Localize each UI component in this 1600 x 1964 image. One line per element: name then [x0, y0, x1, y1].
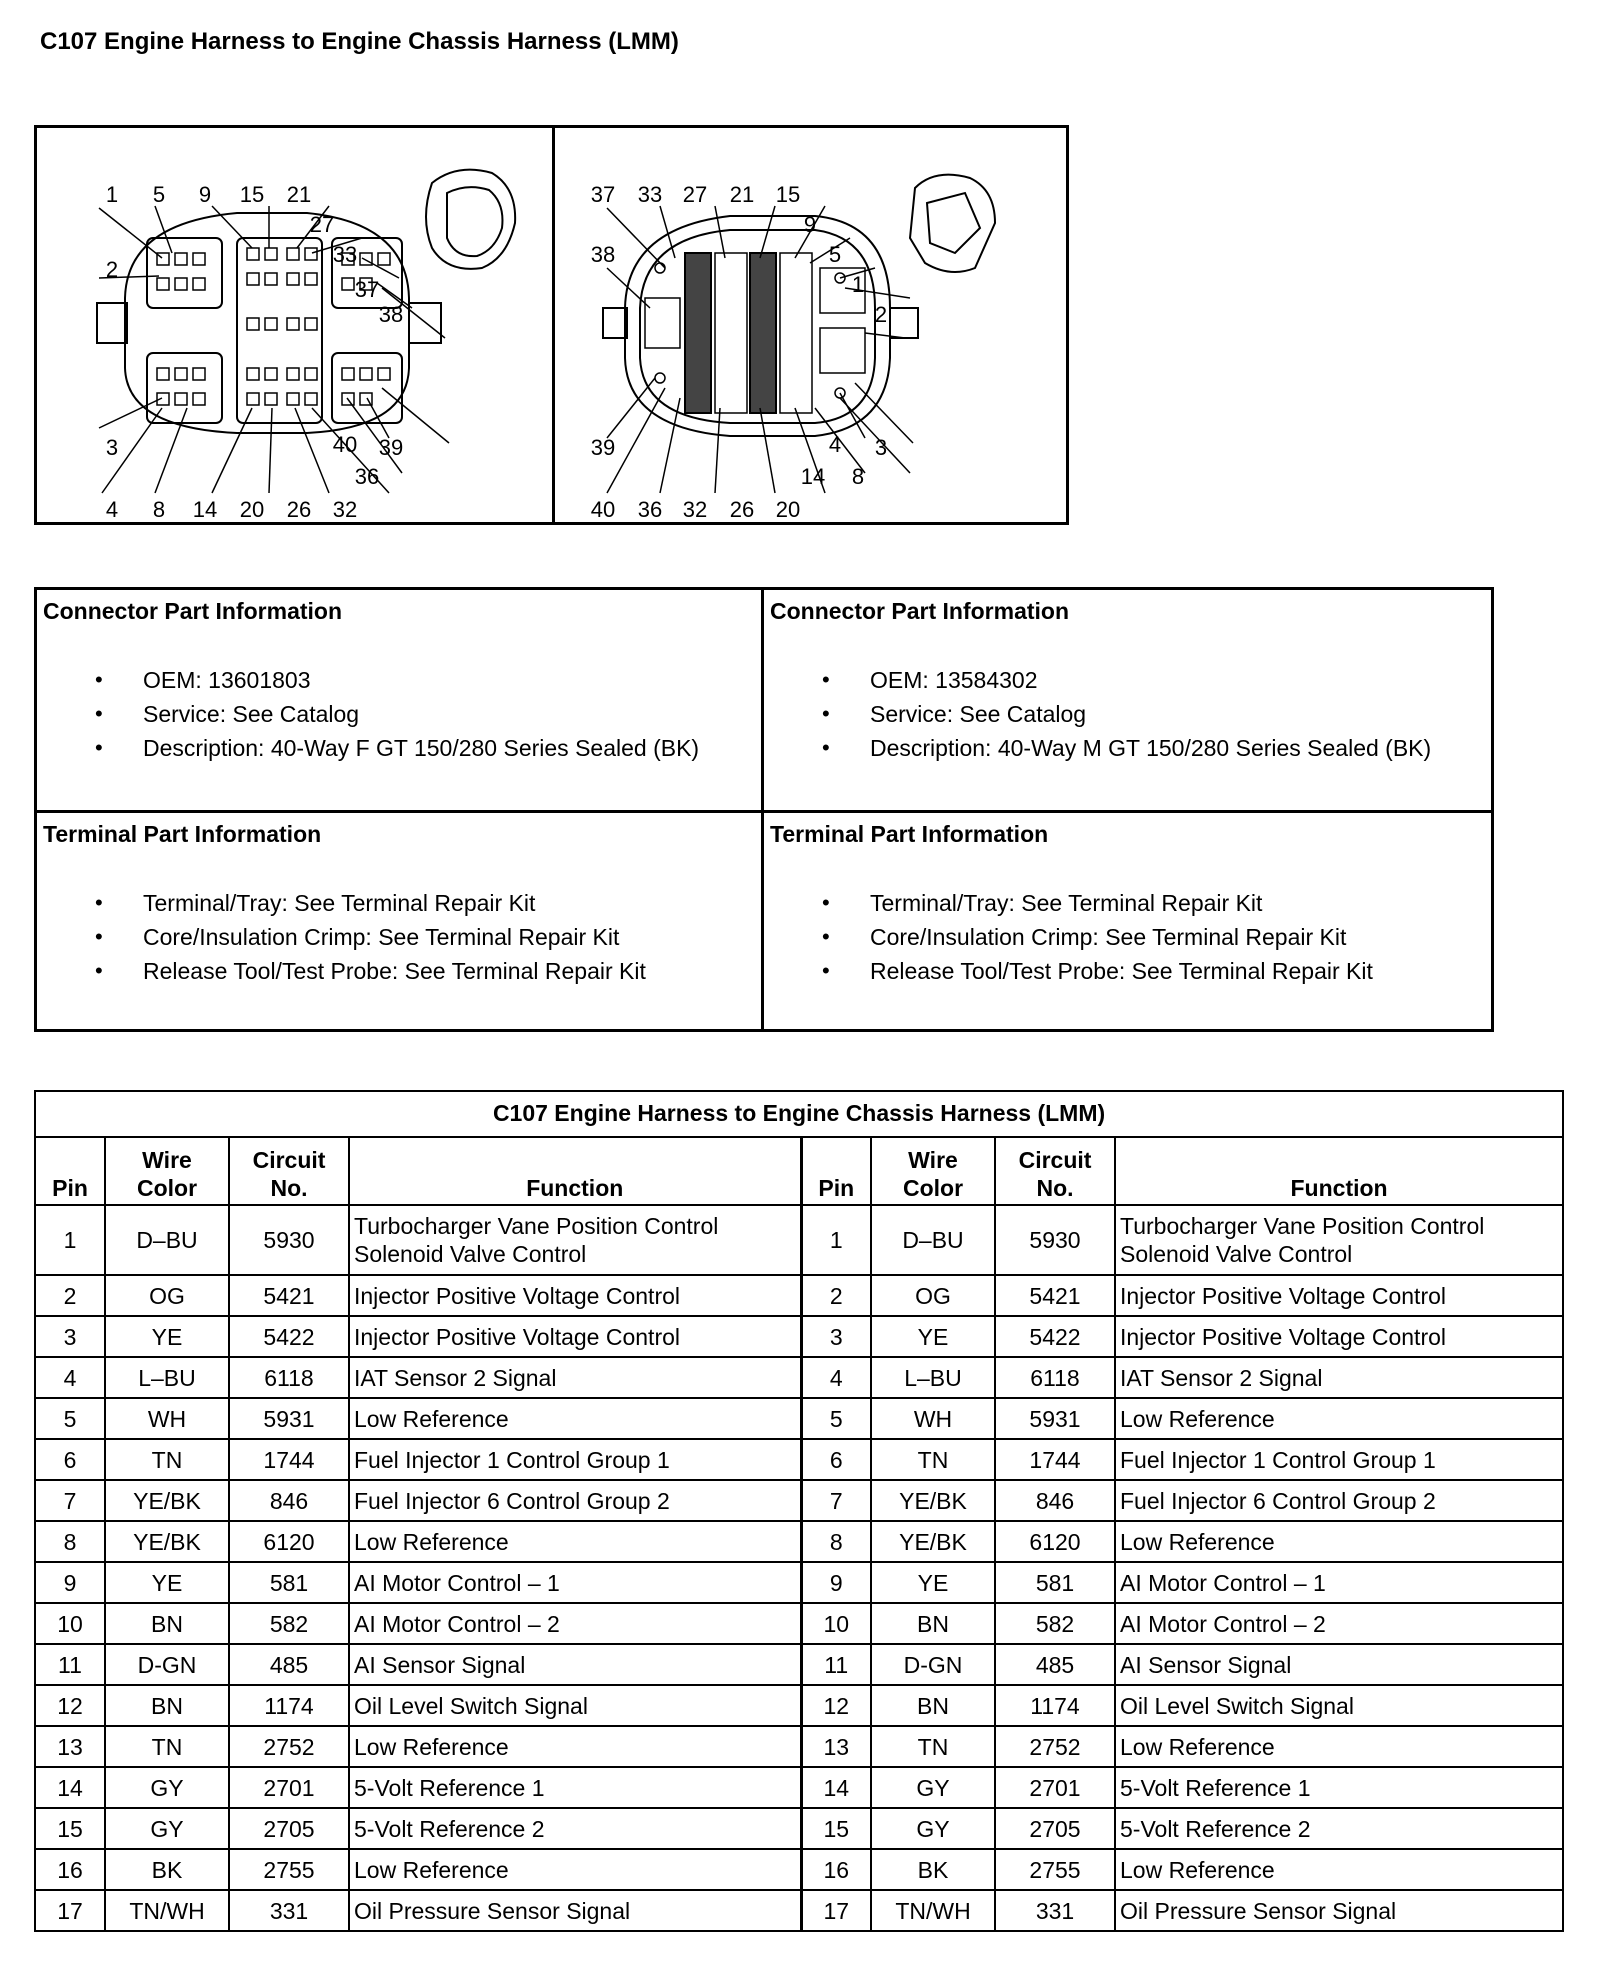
pin-number-label: 14: [800, 464, 826, 489]
circuit-cell: 6120: [229, 1521, 349, 1562]
part-information-grid: [34, 587, 1494, 1032]
pinout-table: [34, 1090, 1564, 1932]
function-header: Function: [349, 1137, 801, 1205]
pin-number-label: 15: [239, 182, 265, 207]
pin-number-label: 5: [828, 242, 842, 267]
wire-color-cell: YE/BK: [871, 1480, 995, 1521]
pin-cell: 14: [35, 1767, 105, 1808]
circuit-cell: 5422: [995, 1316, 1115, 1357]
wire-color-cell: D-GN: [871, 1644, 995, 1685]
table-row: [35, 1808, 1563, 1849]
connector-diagram: [34, 125, 1069, 525]
table-row: [35, 1521, 1563, 1562]
wire-color-cell: GY: [105, 1808, 229, 1849]
pin-number-label: 2: [105, 257, 119, 282]
pin-number-label: 26: [286, 497, 312, 522]
pin-cell: 3: [801, 1316, 871, 1357]
pin-cell: 15: [35, 1808, 105, 1849]
pin-number-label: 5: [152, 182, 166, 207]
pin-number-label: 32: [332, 497, 358, 522]
circuit-cell: 485: [995, 1644, 1115, 1685]
pin-cell: 2: [801, 1275, 871, 1316]
function-cell: Fuel Injector 6 Control Group 2: [1115, 1480, 1563, 1521]
pin-number-label: 27: [309, 212, 335, 237]
wire-color-cell: D-GN: [105, 1644, 229, 1685]
connector-part-info-left: [37, 590, 759, 773]
wire-color-cell: BK: [871, 1849, 995, 1890]
circuit-cell: 2755: [995, 1849, 1115, 1890]
circuit-cell: 2701: [229, 1767, 349, 1808]
pin-number-label: 4: [105, 497, 119, 522]
list-item: • Core/Insulation Crimp: See Terminal Repair Kit: [43, 920, 753, 954]
circuit-cell: 5930: [229, 1205, 349, 1275]
pin-cell: 9: [35, 1562, 105, 1603]
section-heading: Terminal Part Information: [770, 821, 1049, 847]
pin-cell: 16: [35, 1849, 105, 1890]
circuit-cell: 2755: [229, 1849, 349, 1890]
table-row: [35, 1890, 1563, 1931]
pin-number-label: 40: [590, 497, 616, 522]
pin-number-label: 20: [775, 497, 801, 522]
pin-cell: 1: [801, 1205, 871, 1275]
circuit-cell: 331: [995, 1890, 1115, 1931]
function-cell: Oil Level Switch Signal: [349, 1685, 801, 1726]
wire-color-cell: TN: [105, 1439, 229, 1480]
wire-color-cell: BN: [871, 1685, 995, 1726]
function-cell: Oil Pressure Sensor Signal: [349, 1890, 801, 1931]
function-cell: AI Motor Control – 2: [349, 1603, 801, 1644]
wire-color-cell: GY: [871, 1767, 995, 1808]
pin-number-label: 20: [239, 497, 265, 522]
pin-number-label: 38: [590, 242, 616, 267]
pin-cell: 16: [801, 1849, 871, 1890]
function-cell: Low Reference: [1115, 1398, 1563, 1439]
pin-cell: 15: [801, 1808, 871, 1849]
wire-color-cell: D–BU: [105, 1205, 229, 1275]
pin-number-label: 9: [803, 212, 817, 237]
pin-cell: 11: [801, 1644, 871, 1685]
table-row: [35, 1316, 1563, 1357]
function-cell: Low Reference: [349, 1521, 801, 1562]
wire-color-cell: YE: [871, 1562, 995, 1603]
pin-cell: 8: [35, 1521, 105, 1562]
function-cell: Fuel Injector 6 Control Group 2: [349, 1480, 801, 1521]
pin-number-label: 36: [637, 497, 663, 522]
circuit-cell: 5422: [229, 1316, 349, 1357]
pin-cell: 5: [35, 1398, 105, 1439]
function-cell: IAT Sensor 2 Signal: [349, 1357, 801, 1398]
circuit-cell: 5931: [995, 1398, 1115, 1439]
pin-number-label: 36: [354, 464, 380, 489]
pin-cell: 5: [801, 1398, 871, 1439]
pin-cell: 8: [801, 1521, 871, 1562]
function-cell: Low Reference: [349, 1726, 801, 1767]
function-cell: 5-Volt Reference 1: [1115, 1767, 1563, 1808]
wire-color-cell: L–BU: [871, 1357, 995, 1398]
section-heading: Connector Part Information: [770, 598, 1070, 624]
circuit-header: Circuit No.: [229, 1137, 349, 1205]
circuit-cell: 581: [229, 1562, 349, 1603]
pin-number-label: 27: [682, 182, 708, 207]
connector-part-info-right: [764, 590, 1486, 773]
list-item: • Terminal/Tray: See Terminal Repair Kit: [770, 886, 1480, 920]
list-item: • OEM: 13601803: [43, 663, 753, 697]
pin-number-label: 4: [828, 432, 842, 457]
wire-color-cell: D–BU: [871, 1205, 995, 1275]
circuit-cell: 5421: [229, 1275, 349, 1316]
table-row: [35, 1685, 1563, 1726]
table-row: [35, 1205, 1563, 1275]
list-item: • Description: 40-Way F GT 150/280 Series Sealed (BK): [43, 731, 753, 765]
table-title: C107 Engine Harness to Engine Chassis Harness (LMM): [35, 1091, 1563, 1137]
circuit-cell: 2705: [229, 1808, 349, 1849]
pin-cell: 9: [801, 1562, 871, 1603]
circuit-header: Circuit No.: [995, 1137, 1115, 1205]
wire-color-cell: BK: [105, 1849, 229, 1890]
circuit-cell: 2705: [995, 1808, 1115, 1849]
wire-color-cell: YE: [871, 1316, 995, 1357]
circuit-cell: 2752: [229, 1726, 349, 1767]
circuit-cell: 1174: [995, 1685, 1115, 1726]
wire-color-cell: TN: [871, 1439, 995, 1480]
table-row: [35, 1357, 1563, 1398]
circuit-cell: 331: [229, 1890, 349, 1931]
wire-color-cell: YE/BK: [105, 1521, 229, 1562]
function-cell: Oil Level Switch Signal: [1115, 1685, 1563, 1726]
section-heading: Terminal Part Information: [43, 821, 322, 847]
circuit-cell: 1744: [229, 1439, 349, 1480]
terminal-part-info-right: [764, 813, 1486, 996]
list-item: • Release Tool/Test Probe: See Terminal Repair Kit: [43, 954, 753, 988]
function-cell: Injector Positive Voltage Control: [1115, 1316, 1563, 1357]
pin-number-label: 33: [332, 242, 358, 267]
pin-cell: 7: [801, 1480, 871, 1521]
pin-number-label: 40: [332, 432, 358, 457]
pin-header: Pin: [35, 1137, 105, 1205]
pin-cell: 1: [35, 1205, 105, 1275]
pin-cell: 3: [35, 1316, 105, 1357]
table-row: [35, 1439, 1563, 1480]
circuit-cell: 6120: [995, 1521, 1115, 1562]
pin-number-label: 3: [105, 435, 119, 460]
function-cell: Fuel Injector 1 Control Group 1: [349, 1439, 801, 1480]
pin-number-label: 21: [729, 182, 755, 207]
wire-color-cell: WH: [871, 1398, 995, 1439]
circuit-cell: 6118: [229, 1357, 349, 1398]
pin-cell: 12: [35, 1685, 105, 1726]
pin-cell: 6: [801, 1439, 871, 1480]
wire-color-cell: BN: [105, 1603, 229, 1644]
pin-number-label: 38: [378, 302, 404, 327]
circuit-cell: 2701: [995, 1767, 1115, 1808]
table-row: [35, 1644, 1563, 1685]
pin-cell: 11: [35, 1644, 105, 1685]
list-item: • Core/Insulation Crimp: See Terminal Repair Kit: [770, 920, 1480, 954]
pin-number-label: 3: [874, 435, 888, 460]
pin-number-label: 26: [729, 497, 755, 522]
pin-number-label: 39: [590, 435, 616, 460]
section-heading: Connector Part Information: [43, 598, 343, 624]
pin-cell: 14: [801, 1767, 871, 1808]
wire-color-cell: BN: [105, 1685, 229, 1726]
wire-color-cell: TN/WH: [871, 1890, 995, 1931]
pin-number-label: 33: [637, 182, 663, 207]
circuit-cell: 5930: [995, 1205, 1115, 1275]
pin-cell: 4: [801, 1357, 871, 1398]
wire-color-cell: WH: [105, 1398, 229, 1439]
function-cell: Injector Positive Voltage Control: [1115, 1275, 1563, 1316]
table-row: [35, 1849, 1563, 1890]
pin-cell: 4: [35, 1357, 105, 1398]
wire-color-cell: OG: [871, 1275, 995, 1316]
pin-number-label: 37: [354, 277, 380, 302]
table-row: [35, 1726, 1563, 1767]
function-cell: Low Reference: [1115, 1849, 1563, 1890]
pin-number-label: 15: [775, 182, 801, 207]
function-cell: AI Motor Control – 1: [1115, 1562, 1563, 1603]
table-row: [35, 1562, 1563, 1603]
pin-number-label: 21: [286, 182, 312, 207]
list-item: • Description: 40-Way M GT 150/280 Series Sealed (BK): [770, 731, 1480, 765]
table-row: [35, 1480, 1563, 1521]
pin-cell: 10: [801, 1603, 871, 1644]
pin-cell: 12: [801, 1685, 871, 1726]
circuit-cell: 581: [995, 1562, 1115, 1603]
function-cell: Oil Pressure Sensor Signal: [1115, 1890, 1563, 1931]
table-row: [35, 1767, 1563, 1808]
list-item: • Terminal/Tray: See Terminal Repair Kit: [43, 886, 753, 920]
list-item: • OEM: 13584302: [770, 663, 1480, 697]
list-item: • Service: See Catalog: [43, 697, 753, 731]
function-cell: Turbocharger Vane Position Control Solenoid Valve Control: [349, 1205, 801, 1275]
function-cell: AI Motor Control – 1: [349, 1562, 801, 1603]
pin-number-label: 39: [378, 435, 404, 460]
function-cell: 5-Volt Reference 2: [1115, 1808, 1563, 1849]
wire-color-header: Wire Color: [105, 1137, 229, 1205]
circuit-cell: 582: [995, 1603, 1115, 1644]
function-cell: Low Reference: [349, 1398, 801, 1439]
wire-color-cell: GY: [871, 1808, 995, 1849]
pin-cell: 13: [35, 1726, 105, 1767]
wire-color-cell: YE/BK: [105, 1480, 229, 1521]
wire-color-header: Wire Color: [871, 1137, 995, 1205]
pin-header: Pin: [801, 1137, 871, 1205]
function-cell: 5-Volt Reference 1: [349, 1767, 801, 1808]
pin-number-label: 8: [152, 497, 166, 522]
pin-cell: 2: [35, 1275, 105, 1316]
pin-number-label: 1: [851, 272, 865, 297]
function-cell: Low Reference: [349, 1849, 801, 1890]
function-cell: Low Reference: [1115, 1521, 1563, 1562]
pin-number-label: 37: [590, 182, 616, 207]
list-item: • Service: See Catalog: [770, 697, 1480, 731]
wire-color-cell: OG: [105, 1275, 229, 1316]
circuit-cell: 2752: [995, 1726, 1115, 1767]
wire-color-cell: TN: [105, 1726, 229, 1767]
pin-cell: 13: [801, 1726, 871, 1767]
pin-number-label: 2: [874, 302, 888, 327]
function-cell: Turbocharger Vane Position Control Solenoid Valve Control: [1115, 1205, 1563, 1275]
female-connector-drawing: [37, 128, 549, 522]
circuit-cell: 485: [229, 1644, 349, 1685]
wire-color-cell: TN: [871, 1726, 995, 1767]
wire-color-cell: L–BU: [105, 1357, 229, 1398]
function-header: Function: [1115, 1137, 1563, 1205]
function-cell: AI Sensor Signal: [1115, 1644, 1563, 1685]
circuit-cell: 5931: [229, 1398, 349, 1439]
wire-color-cell: TN/WH: [105, 1890, 229, 1931]
pin-cell: 17: [801, 1890, 871, 1931]
circuit-cell: 1744: [995, 1439, 1115, 1480]
pin-cell: 17: [35, 1890, 105, 1931]
circuit-cell: 846: [995, 1480, 1115, 1521]
function-cell: AI Motor Control – 2: [1115, 1603, 1563, 1644]
male-connector-drawing: [555, 128, 1070, 522]
function-cell: AI Sensor Signal: [349, 1644, 801, 1685]
terminal-part-info-left: [37, 813, 759, 996]
circuit-cell: 6118: [995, 1357, 1115, 1398]
circuit-cell: 1174: [229, 1685, 349, 1726]
function-cell: Injector Positive Voltage Control: [349, 1316, 801, 1357]
pin-number-label: 9: [198, 182, 212, 207]
wire-color-cell: BN: [871, 1603, 995, 1644]
function-cell: 5-Volt Reference 2: [349, 1808, 801, 1849]
pin-cell: 10: [35, 1603, 105, 1644]
function-cell: Low Reference: [1115, 1726, 1563, 1767]
wire-color-cell: GY: [105, 1767, 229, 1808]
table-header-row: [35, 1137, 1563, 1205]
pin-number-label: 8: [851, 464, 865, 489]
pin-number-label: 14: [192, 497, 218, 522]
table-row: [35, 1398, 1563, 1439]
pin-cell: 6: [35, 1439, 105, 1480]
list-item: • Release Tool/Test Probe: See Terminal Repair Kit: [770, 954, 1480, 988]
function-cell: IAT Sensor 2 Signal: [1115, 1357, 1563, 1398]
pin-number-label: 32: [682, 497, 708, 522]
function-cell: Fuel Injector 1 Control Group 1: [1115, 1439, 1563, 1480]
table-row: [35, 1275, 1563, 1316]
wire-color-cell: YE: [105, 1562, 229, 1603]
function-cell: Injector Positive Voltage Control: [349, 1275, 801, 1316]
circuit-cell: 846: [229, 1480, 349, 1521]
table-row: [35, 1603, 1563, 1644]
page-title: C107 Engine Harness to Engine Chassis Harness (LMM): [40, 28, 679, 55]
circuit-cell: 5421: [995, 1275, 1115, 1316]
wire-color-cell: YE: [105, 1316, 229, 1357]
wire-color-cell: YE/BK: [871, 1521, 995, 1562]
pin-number-label: 1: [105, 182, 119, 207]
circuit-cell: 582: [229, 1603, 349, 1644]
pin-cell: 7: [35, 1480, 105, 1521]
